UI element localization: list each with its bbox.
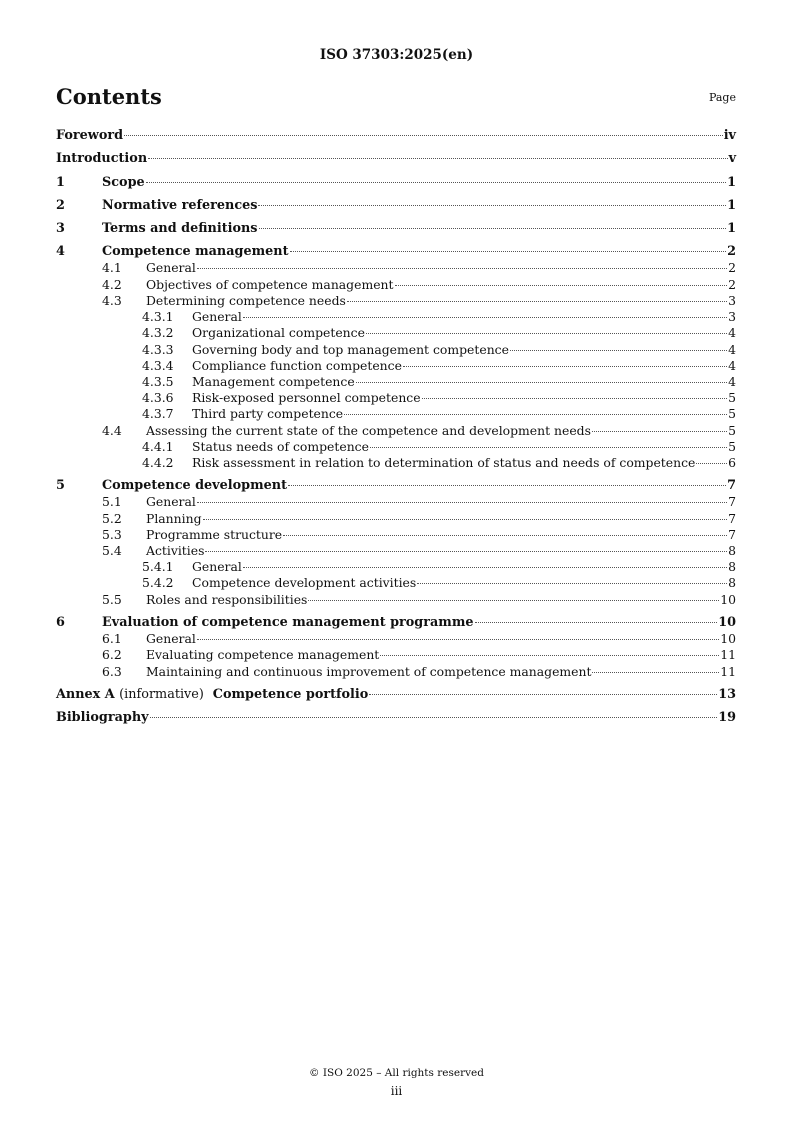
toc-page: v bbox=[728, 151, 736, 167]
toc-number: 5.4.1 bbox=[142, 559, 174, 575]
toc-number: 5.4 bbox=[102, 543, 122, 559]
dot-leader bbox=[150, 717, 718, 718]
dot-leader bbox=[592, 672, 719, 673]
toc-title: Bibliography bbox=[56, 710, 149, 726]
dot-leader bbox=[356, 382, 727, 383]
toc-title: Evaluation of competence management programme bbox=[102, 615, 474, 631]
dot-leader bbox=[380, 655, 719, 656]
page-number: iii bbox=[390, 1084, 403, 1098]
toc-page: 8 bbox=[728, 559, 736, 575]
dot-leader bbox=[510, 350, 727, 351]
toc-page: 7 bbox=[728, 494, 736, 510]
toc-entry-6-2[interactable] bbox=[56, 647, 736, 663]
dot-leader bbox=[283, 535, 727, 536]
toc-entry-4[interactable] bbox=[56, 244, 736, 260]
toc-number: 4 bbox=[56, 244, 65, 260]
toc-title: Management competence bbox=[192, 373, 355, 389]
toc-page: 5 bbox=[728, 406, 736, 422]
dot-leader bbox=[366, 333, 727, 334]
toc-page: 1 bbox=[727, 197, 736, 213]
toc-entry-4-4-1[interactable] bbox=[56, 439, 736, 455]
toc-number: 4.4 bbox=[102, 422, 122, 438]
annex-qualifier: (informative) bbox=[119, 687, 204, 703]
toc-title: Normative references bbox=[102, 197, 258, 213]
toc-number: 4.3 bbox=[102, 292, 122, 308]
toc-entry-bibliography[interactable] bbox=[56, 710, 736, 726]
toc-page: 2 bbox=[728, 260, 736, 276]
toc-title: Programme structure bbox=[146, 526, 283, 542]
dot-leader bbox=[403, 366, 727, 367]
toc-page: 8 bbox=[728, 543, 736, 559]
toc-number: 4.3.5 bbox=[142, 373, 174, 389]
toc-entry-4-3-5[interactable] bbox=[56, 374, 736, 390]
toc-title: Determining competence needs bbox=[146, 292, 346, 308]
toc-number: 2 bbox=[56, 197, 65, 213]
toc-number: 4.3.4 bbox=[142, 357, 174, 373]
dot-leader bbox=[197, 502, 727, 503]
toc-page: 8 bbox=[728, 575, 736, 591]
toc-title: Status needs of competence bbox=[192, 438, 369, 454]
toc-page: 1 bbox=[727, 221, 736, 237]
toc-title: General bbox=[146, 260, 196, 276]
toc-number: 5 bbox=[56, 478, 65, 494]
toc-entry-4-4-2[interactable] bbox=[56, 455, 736, 471]
toc-entry-4-3-3[interactable] bbox=[56, 342, 736, 358]
toc-entry-4-1[interactable] bbox=[56, 260, 736, 276]
dot-leader bbox=[197, 639, 719, 640]
page-column-label: Page bbox=[708, 91, 736, 104]
toc-number: 6 bbox=[56, 615, 65, 631]
toc-entry-6-1[interactable] bbox=[56, 631, 736, 647]
toc-entry-5-4-2[interactable] bbox=[56, 575, 736, 591]
toc-page: 6 bbox=[728, 454, 736, 470]
toc-page: 3 bbox=[728, 292, 736, 308]
dot-leader bbox=[148, 158, 727, 159]
toc-title: Evaluating competence management bbox=[146, 647, 380, 663]
toc-number: 4.3.7 bbox=[142, 406, 174, 422]
toc-page: 13 bbox=[718, 687, 736, 703]
toc-title: Governing body and top management competence bbox=[192, 341, 509, 357]
toc-entry-4-3-7[interactable] bbox=[56, 406, 736, 422]
toc-title: Foreword bbox=[56, 128, 124, 143]
dot-leader bbox=[344, 414, 727, 415]
dot-leader bbox=[347, 301, 727, 302]
dot-leader bbox=[243, 317, 727, 318]
toc-title: Activities bbox=[146, 543, 205, 559]
dot-leader bbox=[205, 551, 727, 552]
dot-leader bbox=[124, 135, 723, 136]
copyright-footer: © ISO 2025 – All rights reserved bbox=[309, 1067, 484, 1079]
toc-entry-5-5[interactable] bbox=[56, 592, 736, 608]
annex-label: Annex A bbox=[56, 687, 115, 703]
toc-page: iv bbox=[723, 128, 736, 143]
annex-title: Competence portfolio bbox=[212, 687, 369, 703]
toc-title: General bbox=[192, 309, 242, 325]
toc-entry-3[interactable] bbox=[56, 221, 736, 237]
toc-page: 2 bbox=[727, 244, 736, 260]
toc-number: 5.1 bbox=[102, 494, 122, 510]
document-header: ISO 37303:2025(en) bbox=[319, 47, 474, 63]
toc-title: Introduction bbox=[56, 151, 148, 167]
toc-page: 4 bbox=[728, 373, 736, 389]
dot-leader bbox=[369, 694, 717, 695]
dot-leader bbox=[475, 622, 718, 623]
toc-entry-6-3[interactable] bbox=[56, 664, 736, 680]
toc-page: 11 bbox=[720, 647, 736, 663]
dot-leader bbox=[370, 447, 727, 448]
toc-page: 5 bbox=[728, 422, 736, 438]
toc-title: Organizational competence bbox=[192, 325, 365, 341]
toc-entry-5-4-1[interactable] bbox=[56, 559, 736, 575]
toc-entry-4-2[interactable] bbox=[56, 277, 736, 293]
dot-leader bbox=[258, 205, 726, 206]
toc-page: 19 bbox=[718, 710, 736, 726]
dot-leader bbox=[243, 567, 727, 568]
toc-title: Competence management bbox=[102, 244, 289, 260]
toc-number: 1 bbox=[56, 174, 65, 190]
toc-page: 7 bbox=[727, 478, 736, 494]
toc-title: Compliance function competence bbox=[192, 357, 402, 373]
toc-title: Risk assessment in relation to determination of status and needs of competence bbox=[192, 454, 696, 470]
dot-leader bbox=[417, 583, 727, 584]
dot-leader bbox=[203, 519, 728, 520]
toc-title: Competence development activities bbox=[192, 575, 417, 591]
dot-leader bbox=[290, 251, 727, 252]
toc-number: 4.2 bbox=[102, 276, 122, 292]
toc-page: 4 bbox=[728, 341, 736, 357]
toc-number: 4.3.2 bbox=[142, 325, 174, 341]
toc-number: 5.2 bbox=[102, 510, 122, 526]
toc-entry-4-3[interactable] bbox=[56, 293, 736, 309]
toc-title: General bbox=[192, 559, 242, 575]
toc-page: 5 bbox=[728, 390, 736, 406]
toc-number: 6.2 bbox=[102, 647, 122, 663]
toc-title: Roles and responsibilities bbox=[146, 591, 308, 607]
dot-leader bbox=[259, 228, 727, 229]
toc-number: 3 bbox=[56, 221, 65, 237]
toc-entry-1[interactable] bbox=[56, 175, 736, 191]
dot-leader bbox=[197, 268, 727, 269]
toc-number: 6.1 bbox=[102, 631, 122, 647]
toc-number: 4.3.1 bbox=[142, 309, 174, 325]
toc-title bbox=[56, 687, 368, 703]
dot-leader bbox=[395, 285, 728, 286]
toc-page: 4 bbox=[728, 357, 736, 373]
toc-number: 5.3 bbox=[102, 526, 122, 542]
toc-title: Maintaining and continuous improvement of competence management bbox=[146, 663, 592, 679]
toc-title: Planning bbox=[146, 510, 202, 526]
dot-leader bbox=[146, 182, 726, 183]
toc-title: Risk-exposed personnel competence bbox=[192, 390, 421, 406]
toc-title: Third party competence bbox=[192, 406, 344, 422]
toc-page: 2 bbox=[728, 276, 736, 292]
table-of-contents bbox=[56, 128, 736, 726]
dot-leader bbox=[696, 463, 727, 464]
toc-entry-introduction[interactable] bbox=[56, 151, 736, 167]
toc-page: 10 bbox=[720, 591, 736, 607]
toc-title: Competence development bbox=[102, 478, 288, 494]
toc-entry-4-3-6[interactable] bbox=[56, 390, 736, 406]
toc-entry-5-1[interactable] bbox=[56, 494, 736, 510]
toc-title: Scope bbox=[102, 174, 145, 190]
toc-entry-5-3[interactable] bbox=[56, 527, 736, 543]
toc-page: 11 bbox=[720, 663, 736, 679]
toc-entry-2[interactable] bbox=[56, 198, 736, 214]
toc-page: 7 bbox=[728, 510, 736, 526]
toc-number: 4.4.2 bbox=[142, 454, 174, 470]
dot-leader bbox=[288, 485, 726, 486]
toc-entry-4-4[interactable] bbox=[56, 423, 736, 439]
toc-entry-5-4[interactable] bbox=[56, 543, 736, 559]
toc-number: 4.3.3 bbox=[142, 341, 174, 357]
toc-number: 4.1 bbox=[102, 260, 122, 276]
toc-page: 1 bbox=[727, 174, 736, 190]
toc-entry-5-2[interactable] bbox=[56, 511, 736, 527]
toc-entry-4-3-2[interactable] bbox=[56, 325, 736, 341]
toc-entry-6[interactable] bbox=[56, 615, 736, 631]
toc-number: 5.4.2 bbox=[142, 575, 174, 591]
toc-number: 6.3 bbox=[102, 663, 122, 679]
dot-leader bbox=[308, 600, 719, 601]
dot-leader bbox=[592, 431, 727, 432]
toc-title: Assessing the current state of the competence and development needs bbox=[146, 422, 591, 438]
toc-title: General bbox=[146, 631, 196, 647]
toc-number: 5.5 bbox=[102, 591, 122, 607]
toc-number: 4.3.6 bbox=[142, 390, 174, 406]
toc-title: Objectives of competence management bbox=[146, 276, 394, 292]
toc-page: 5 bbox=[728, 438, 736, 454]
toc-page: 7 bbox=[728, 526, 736, 542]
toc-entry-4-3-4[interactable] bbox=[56, 358, 736, 374]
toc-entry-5[interactable] bbox=[56, 478, 736, 494]
toc-title: Terms and definitions bbox=[102, 221, 258, 237]
toc-page: 3 bbox=[728, 309, 736, 325]
toc-page: 10 bbox=[718, 615, 736, 631]
toc-page: 10 bbox=[720, 631, 736, 647]
toc-entry-foreword[interactable] bbox=[56, 128, 736, 144]
toc-title: General bbox=[146, 494, 196, 510]
dot-leader bbox=[422, 398, 728, 399]
contents-title: Contents bbox=[56, 84, 162, 109]
toc-entry-annex-a[interactable] bbox=[56, 687, 736, 703]
toc-number: 4.4.1 bbox=[142, 438, 174, 454]
toc-page: 4 bbox=[728, 325, 736, 341]
toc-entry-4-3-1[interactable] bbox=[56, 309, 736, 325]
